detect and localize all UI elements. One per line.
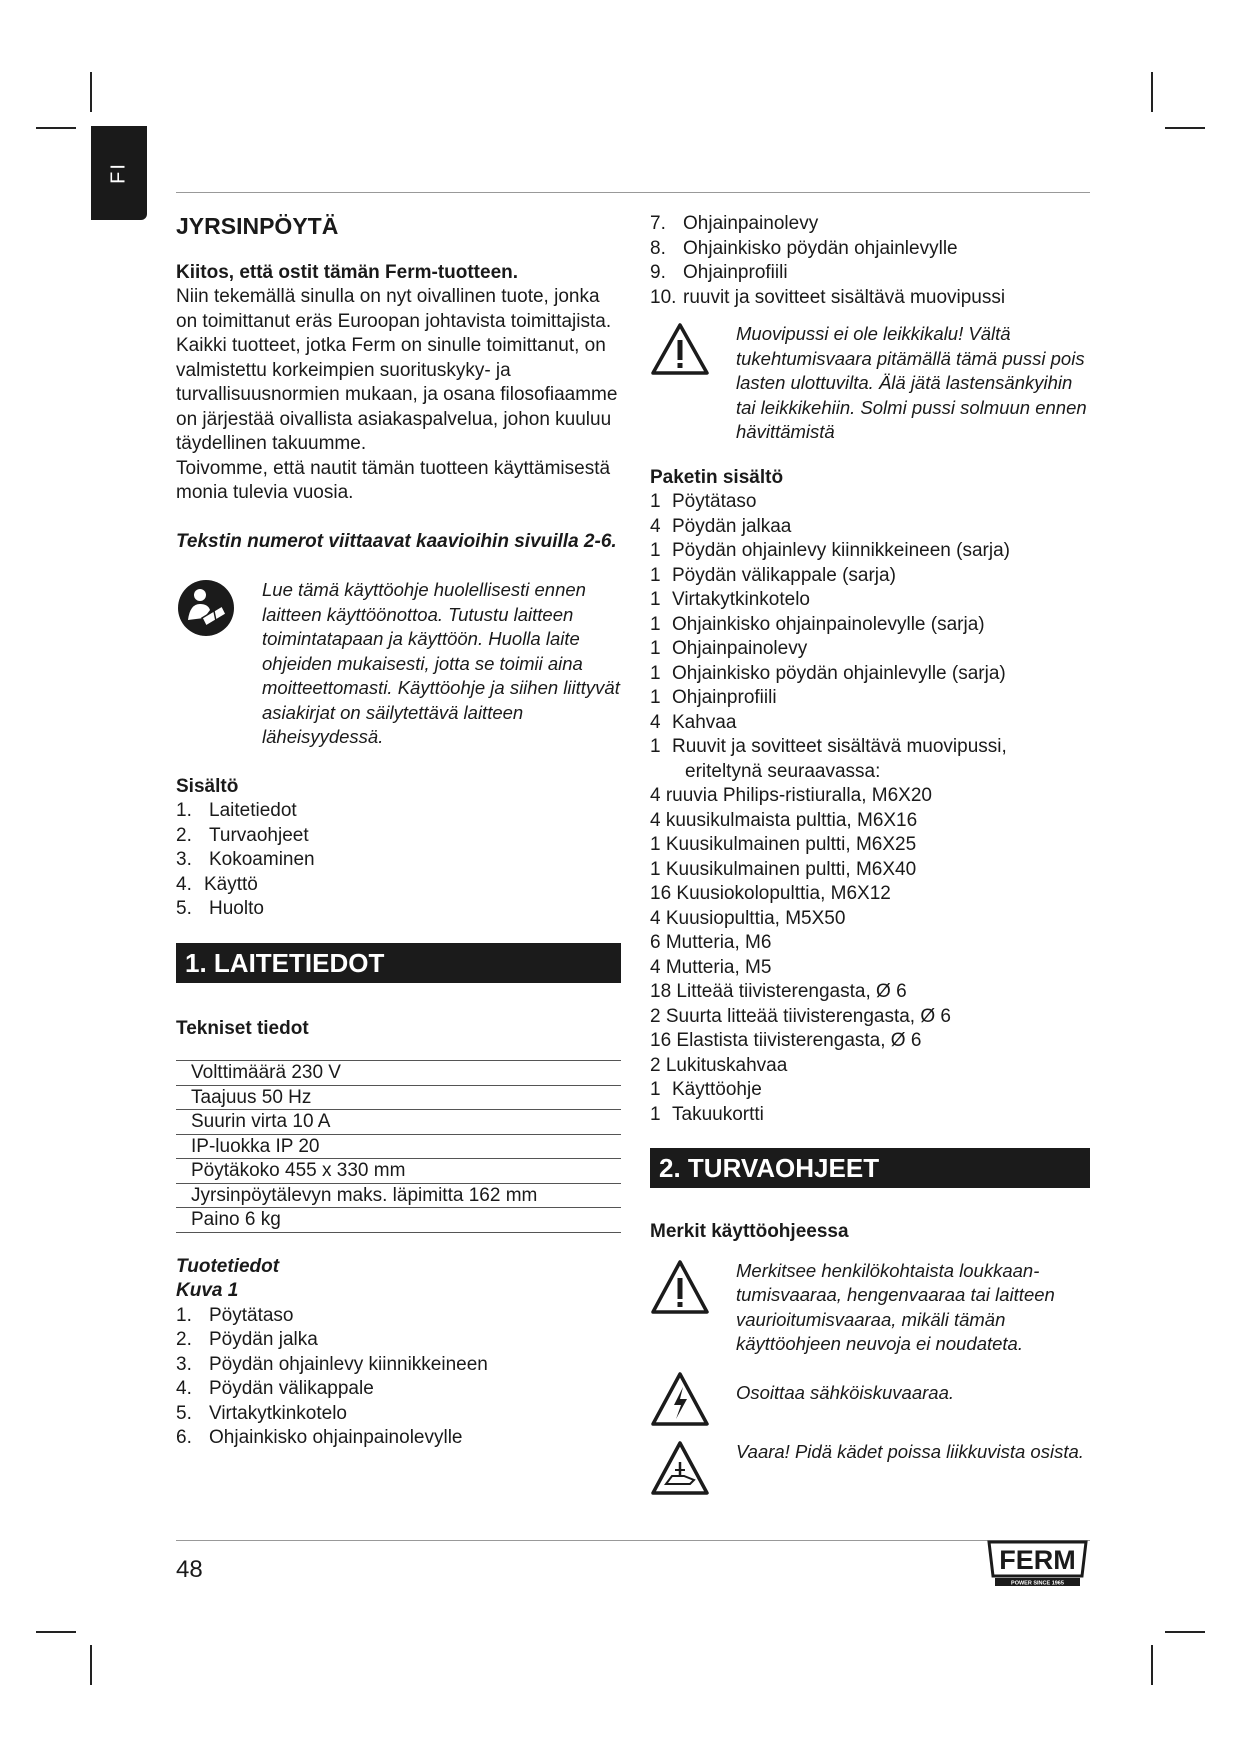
list-item: 9. Ohjainprofiili — [650, 262, 788, 283]
list-item: 6. Ohjainkisko ohjainpainolevylle — [176, 1427, 463, 1448]
crop-mark — [1151, 72, 1153, 112]
left-column — [176, 212, 621, 1451]
intro-paragraph: Toivomme, että nautit tämän tuotteen käyttämisestä monia tulevia vuosia. — [176, 457, 611, 503]
ferm-logo — [985, 1538, 1090, 1588]
footer-rule — [176, 1540, 1090, 1541]
thanks-heading: Kiitos, että ostit tämän Ferm-tuotteen. — [176, 261, 519, 283]
language-tab — [91, 126, 147, 220]
list-item: 4 ruuvia Philips-ristiuralla, M6X20 — [650, 785, 932, 806]
list-item: 4 Pöydän jalkaa — [650, 515, 792, 537]
list-item: 1. Pöytätaso — [176, 1304, 294, 1326]
table-row: Volttimäärä 230 V — [176, 1061, 621, 1086]
intro-paragraph: Kaikki tuotteet, jotka Ferm on sinulle toimittanut, on valmistettu korkeimpien suorituskyky- ja turvallisuusnormien mukaan, ja osana filosofiaamme on järjestää oivallista asiakaspalvelua, johon kuuluu täydellinen takuumme. — [176, 335, 618, 454]
table-row: Jyrsinpöytälevyn maks. läpimitta 162 mm — [176, 1183, 621, 1208]
contents-list — [176, 799, 621, 922]
list-item: 1 Pöydän välikappale (sarja) — [650, 564, 896, 586]
crop-mark — [1165, 1631, 1205, 1633]
list-item: 1 Kuusikulmainen pultti, M6X40 — [650, 858, 917, 880]
read-manual-text: Lue tämä käyttöohje huolellisesti ennen laitteen käyttöönottoa. Tutustu laitteen toimintatapaan ja käyttöön. Huolla laite ohjeiden mukaisesti, jotta se toimii aina moitteettomasti. Käyttöohje ja siihen liittyvät asiakirjat on säilytettävä laitteen läheisyydessä. — [262, 579, 620, 747]
section-banner-1: 1. LAITETIEDOT — [176, 943, 621, 983]
package-list-end — [650, 1078, 1090, 1127]
list-item: 1 Pöydän ohjainlevy kiinnikkeineen (sarja) — [650, 540, 1010, 561]
list-item: 5. Virtakytkinkotelo — [176, 1402, 347, 1424]
table-row: Taajuus 50 Hz — [176, 1085, 621, 1110]
list-item: 2. Turvaohjeet — [176, 824, 309, 846]
bag-warning-note — [650, 322, 1090, 445]
right-column — [650, 212, 1090, 1504]
list-item: 4 Mutteria, M5 — [650, 956, 772, 978]
list-item: 16 Elastista tiivisterengasta, Ø 6 — [650, 1030, 922, 1051]
list-item: 1 Ohjainprofiili — [650, 687, 777, 708]
list-item: 1 Pöytätaso — [650, 491, 757, 512]
list-item: 1 Käyttöohje — [650, 1079, 762, 1100]
list-item: 1 Ohjainkisko pöydän ohjainlevylle (sarja) — [650, 662, 1006, 684]
list-item: 1 Kuusikulmainen pultti, M6X25 — [650, 834, 917, 855]
bag-warning-text: Muovipussi ei ole leikkikalu! Vältä tukehtumisvaara pitämällä tämä pussi pois lasten ulottuvilta. Älä jätä lastensänkyihin tai leikkikehiin. Solmi pussi solmuun ennen hävittämistä — [736, 323, 1087, 442]
list-item: 4. Pöydän välikappale — [176, 1378, 374, 1399]
intro-paragraph: Niin tekemällä sinulla on nyt oivallinen tuote, jonka on toimittanut eräs Euroopan johtavista toimittajista. — [176, 286, 612, 332]
symbol-hands-text: Vaara! Pidä kädet poissa liikkuvista osista. — [736, 1441, 1084, 1462]
hand-danger-icon — [650, 1440, 736, 1504]
symbol-hands-note — [650, 1440, 1090, 1504]
specs-table — [176, 1060, 621, 1233]
page-number: 48 — [176, 1556, 203, 1583]
parts-list-continued — [650, 212, 1090, 310]
table-row: Suurin virta 10 A — [176, 1110, 621, 1135]
list-item: 1 Takuukortti — [650, 1103, 764, 1125]
list-item: 2 Suurta litteää tiivisterengasta, Ø 6 — [650, 1005, 951, 1027]
list-item: 2. Pöydän jalka — [176, 1329, 318, 1350]
list-item: 8. Ohjainkisko pöydän ohjainlevylle — [650, 237, 958, 259]
list-item: 1 Ruuvit ja sovitteet sisältävä muovipussi, — [650, 736, 1007, 757]
crop-mark — [36, 127, 76, 129]
crop-mark — [1165, 127, 1205, 129]
product-info-heading: Tuotetiedot — [176, 1255, 280, 1277]
list-item: 1. Laitetiedot — [176, 800, 297, 821]
table-row: Paino 6 kg — [176, 1208, 621, 1233]
hardware-list — [650, 784, 1090, 1078]
logo-wordmark: FERM — [999, 1545, 1076, 1575]
language-code: FI — [107, 162, 130, 184]
crop-mark — [90, 1645, 92, 1685]
list-item: 18 Litteää tiivisterengasta, Ø 6 — [650, 981, 907, 1002]
list-item: 3. Kokoaminen — [176, 849, 315, 870]
logo-tagline: POWER SINCE 1965 — [1011, 1580, 1064, 1587]
list-item: 4. Käyttö — [176, 873, 258, 895]
page-title: JYRSINPÖYTÄ — [176, 213, 339, 239]
symbol-injury-text: Merkitsee henkilökohtaista loukkaan-tumisvaaraa, hengenvaaraa tai laitteen vaurioitumisvaaraa, mikäli tämän käyttöohjeen neuvoja ei noudateta. — [736, 1259, 1055, 1354]
tech-specs-heading: Tekniset tiedot — [176, 1017, 309, 1039]
table-row: IP-luokka IP 20 — [176, 1134, 621, 1159]
list-item: 5. Huolto — [176, 898, 264, 919]
electric-shock-icon — [650, 1371, 736, 1435]
package-heading: Paketin sisältö — [650, 466, 784, 488]
list-item: 16 Kuusiokolopulttia, M6X12 — [650, 883, 891, 904]
list-item: 4 Kuusiopulttia, M5X50 — [650, 907, 846, 929]
table-row: Pöytäkoko 455 x 330 mm — [176, 1159, 621, 1184]
header-rule — [176, 192, 1090, 193]
list-item: 1 Ohjainkisko ohjainpainolevylle (sarja) — [650, 613, 985, 635]
symbol-electric-note — [650, 1371, 1090, 1435]
numbers-note: Tekstin numerot viittaavat kaavioihin sivuilla 2-6. — [176, 530, 617, 552]
list-item: 4 Kahvaa — [650, 711, 737, 733]
list-item: 7. Ohjainpainolevy — [650, 213, 819, 234]
list-item: 4 kuusikulmaista pulttia, M6X16 — [650, 809, 918, 831]
read-manual-note — [176, 578, 621, 750]
symbol-injury-note — [650, 1259, 1090, 1357]
contents-heading: Sisältö — [176, 775, 239, 797]
warning-icon — [650, 1259, 736, 1323]
package-sub-intro: eriteltynä seuraavassa: — [685, 760, 881, 782]
package-list — [650, 490, 1090, 760]
section-banner-2: 2. TURVAOHJEET — [650, 1148, 1090, 1188]
read-manual-icon — [176, 578, 262, 646]
list-item: 6 Mutteria, M6 — [650, 932, 772, 953]
list-item: 1 Virtakytkinkotelo — [650, 589, 810, 610]
warning-icon — [650, 322, 736, 384]
list-item: 10. ruuvit ja sovitteet sisältävä muovipussi — [650, 286, 1006, 308]
figure-label: Kuva 1 — [176, 1280, 239, 1301]
list-item: 3. Pöydän ohjainlevy kiinnikkeineen — [176, 1353, 488, 1375]
symbols-heading: Merkit käyttöohjeessa — [650, 1221, 849, 1242]
parts-list — [176, 1304, 621, 1451]
list-item: 1 Ohjainpainolevy — [650, 638, 808, 659]
crop-mark — [1151, 1645, 1153, 1685]
crop-mark — [90, 72, 92, 112]
list-item: 2 Lukituskahvaa — [650, 1054, 788, 1076]
symbol-electric-text: Osoittaa sähköiskuvaaraa. — [736, 1381, 955, 1403]
crop-mark — [36, 1631, 76, 1633]
